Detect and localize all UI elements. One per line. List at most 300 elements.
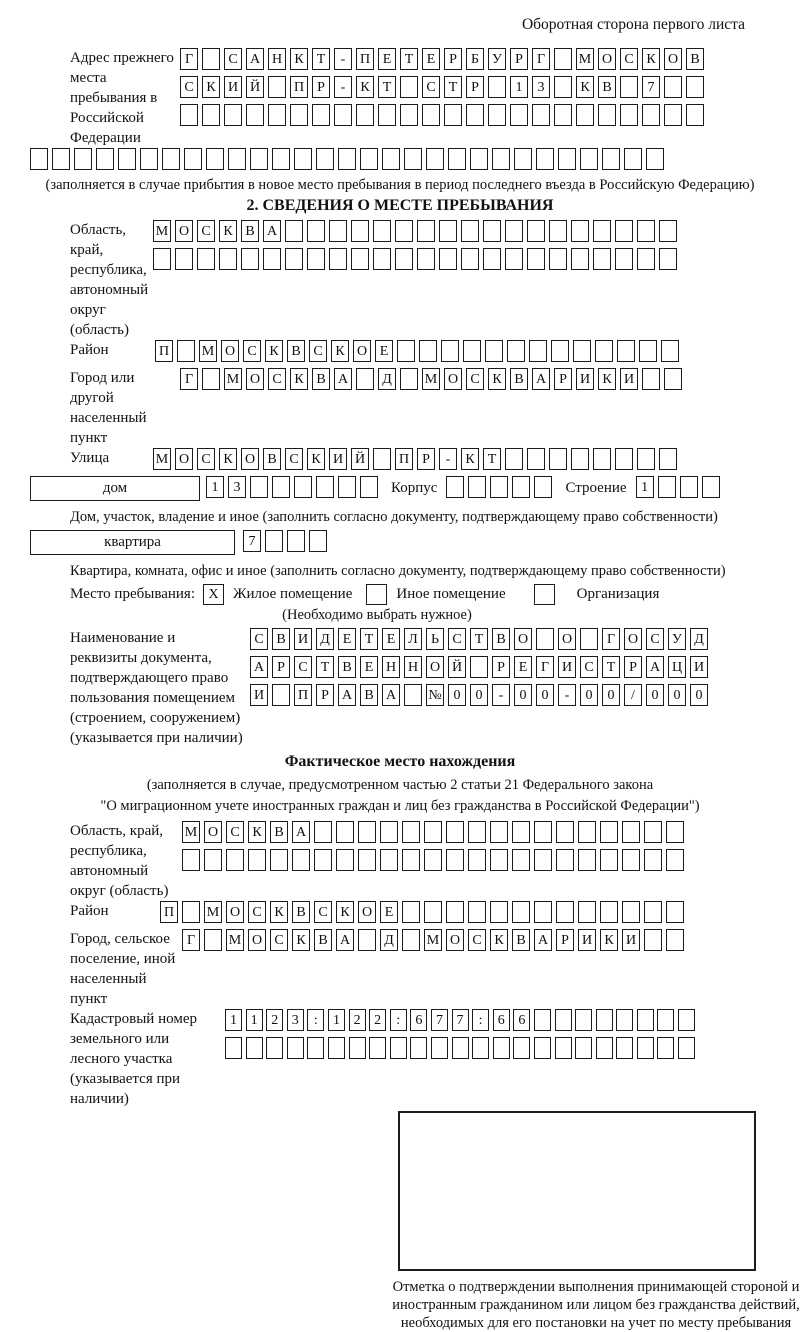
char-cell[interactable]: Р xyxy=(444,48,462,70)
char-cell[interactable]: В xyxy=(314,929,332,951)
char-cell[interactable]: 0 xyxy=(448,684,466,706)
char-cell[interactable] xyxy=(349,1037,366,1059)
char-cell[interactable]: К xyxy=(202,76,220,98)
char-cell[interactable]: 0 xyxy=(536,684,554,706)
char-cell[interactable]: Е xyxy=(422,48,440,70)
char-cell[interactable] xyxy=(290,104,308,126)
char-cell[interactable]: Р xyxy=(492,656,510,678)
char-cell[interactable]: М xyxy=(153,220,171,242)
char-cell[interactable] xyxy=(580,148,598,170)
char-cell[interactable]: С xyxy=(314,901,332,923)
char-cell[interactable]: : xyxy=(390,1009,407,1031)
char-cell[interactable] xyxy=(287,530,305,552)
char-cell[interactable] xyxy=(202,104,220,126)
char-cell[interactable]: Е xyxy=(378,48,396,70)
char-cell[interactable] xyxy=(554,48,572,70)
char-cell[interactable]: К xyxy=(219,220,237,242)
char-cell[interactable]: Е xyxy=(338,628,356,650)
char-cell[interactable] xyxy=(615,248,633,270)
char-cell[interactable] xyxy=(527,220,545,242)
char-cell[interactable] xyxy=(380,849,398,871)
char-cell[interactable]: В xyxy=(270,821,288,843)
char-cell[interactable] xyxy=(424,821,442,843)
char-cell[interactable]: В xyxy=(686,48,704,70)
char-cell[interactable]: М xyxy=(576,48,594,70)
char-cell[interactable] xyxy=(197,248,215,270)
char-cell[interactable]: О xyxy=(444,368,462,390)
char-cell[interactable] xyxy=(30,148,48,170)
char-cell[interactable]: 7 xyxy=(642,76,660,98)
char-cell[interactable] xyxy=(639,340,657,362)
char-cell[interactable]: И xyxy=(690,656,708,678)
char-cell[interactable] xyxy=(402,929,420,951)
char-cell[interactable]: 2 xyxy=(266,1009,283,1031)
char-cell[interactable]: 3 xyxy=(287,1009,304,1031)
char-cell[interactable] xyxy=(512,849,530,871)
char-cell[interactable] xyxy=(549,248,567,270)
char-cell[interactable] xyxy=(555,1037,572,1059)
char-cell[interactable] xyxy=(265,530,283,552)
char-cell[interactable]: К xyxy=(265,340,283,362)
char-cell[interactable] xyxy=(446,901,464,923)
char-cell[interactable] xyxy=(336,821,354,843)
checkbox-inoe[interactable] xyxy=(366,584,387,605)
char-cell[interactable]: С xyxy=(620,48,638,70)
char-cell[interactable]: А xyxy=(292,821,310,843)
char-cell[interactable] xyxy=(74,148,92,170)
char-cell[interactable] xyxy=(272,148,290,170)
char-cell[interactable]: 0 xyxy=(514,684,532,706)
char-cell[interactable]: : xyxy=(472,1009,489,1031)
char-cell[interactable]: Ь xyxy=(426,628,444,650)
char-cell[interactable] xyxy=(228,148,246,170)
char-cell[interactable]: Р xyxy=(466,76,484,98)
char-cell[interactable]: С xyxy=(309,340,327,362)
char-cell[interactable] xyxy=(527,248,545,270)
char-cell[interactable] xyxy=(153,248,171,270)
char-cell[interactable] xyxy=(336,849,354,871)
char-cell[interactable]: О xyxy=(221,340,239,362)
char-cell[interactable]: Е xyxy=(514,656,532,678)
char-cell[interactable]: О xyxy=(226,901,244,923)
char-cell[interactable] xyxy=(96,148,114,170)
char-cell[interactable] xyxy=(329,248,347,270)
char-cell[interactable]: Й xyxy=(448,656,466,678)
char-cell[interactable]: Т xyxy=(483,448,501,470)
char-cell[interactable] xyxy=(512,821,530,843)
char-cell[interactable] xyxy=(512,476,530,498)
char-cell[interactable]: Й xyxy=(246,76,264,98)
char-cell[interactable] xyxy=(600,821,618,843)
char-cell[interactable]: 7 xyxy=(452,1009,469,1031)
char-cell[interactable]: П xyxy=(160,901,178,923)
char-cell[interactable]: С xyxy=(224,48,242,70)
char-cell[interactable]: А xyxy=(250,656,268,678)
char-cell[interactable] xyxy=(446,849,464,871)
char-cell[interactable]: 1 xyxy=(328,1009,345,1031)
char-cell[interactable] xyxy=(470,148,488,170)
char-cell[interactable]: И xyxy=(578,929,596,951)
char-cell[interactable] xyxy=(314,821,332,843)
char-cell[interactable]: В xyxy=(510,368,528,390)
char-cell[interactable] xyxy=(602,148,620,170)
char-cell[interactable] xyxy=(534,1009,551,1031)
char-cell[interactable] xyxy=(578,821,596,843)
char-cell[interactable]: А xyxy=(338,684,356,706)
char-cell[interactable] xyxy=(505,448,523,470)
char-cell[interactable] xyxy=(204,849,222,871)
char-cell[interactable] xyxy=(600,901,618,923)
char-cell[interactable]: С xyxy=(580,656,598,678)
char-cell[interactable] xyxy=(702,476,720,498)
char-cell[interactable]: К xyxy=(270,901,288,923)
char-cell[interactable] xyxy=(598,104,616,126)
char-cell[interactable]: А xyxy=(534,929,552,951)
char-cell[interactable]: К xyxy=(642,48,660,70)
char-cell[interactable]: Р xyxy=(624,656,642,678)
char-cell[interactable] xyxy=(658,476,676,498)
char-cell[interactable]: О xyxy=(204,821,222,843)
char-cell[interactable] xyxy=(666,929,684,951)
char-cell[interactable] xyxy=(573,340,591,362)
char-cell[interactable]: О xyxy=(446,929,464,951)
char-cell[interactable]: С xyxy=(226,821,244,843)
char-cell[interactable]: 2 xyxy=(349,1009,366,1031)
char-cell[interactable]: И xyxy=(224,76,242,98)
char-cell[interactable]: К xyxy=(290,368,308,390)
char-cell[interactable] xyxy=(527,448,545,470)
char-cell[interactable]: Р xyxy=(556,929,574,951)
char-cell[interactable] xyxy=(202,48,220,70)
char-cell[interactable] xyxy=(404,148,422,170)
char-cell[interactable]: В xyxy=(492,628,510,650)
char-cell[interactable] xyxy=(620,104,638,126)
char-cell[interactable]: Е xyxy=(380,901,398,923)
char-cell[interactable] xyxy=(316,476,334,498)
char-cell[interactable] xyxy=(390,1037,407,1059)
char-cell[interactable] xyxy=(596,1037,613,1059)
char-cell[interactable]: А xyxy=(334,368,352,390)
char-cell[interactable] xyxy=(400,104,418,126)
char-cell[interactable]: Т xyxy=(602,656,620,678)
char-cell[interactable]: 1 xyxy=(636,476,654,498)
char-cell[interactable]: С xyxy=(468,929,486,951)
char-cell[interactable] xyxy=(578,901,596,923)
char-cell[interactable]: М xyxy=(182,821,200,843)
char-cell[interactable] xyxy=(657,1009,674,1031)
char-cell[interactable]: К xyxy=(490,929,508,951)
char-cell[interactable]: Н xyxy=(268,48,286,70)
char-cell[interactable] xyxy=(493,1037,510,1059)
char-cell[interactable] xyxy=(246,104,264,126)
char-cell[interactable]: С xyxy=(294,656,312,678)
char-cell[interactable]: И xyxy=(558,656,576,678)
char-cell[interactable] xyxy=(622,901,640,923)
char-cell[interactable] xyxy=(468,849,486,871)
char-cell[interactable] xyxy=(431,1037,448,1059)
char-cell[interactable] xyxy=(452,1037,469,1059)
char-cell[interactable]: 1 xyxy=(225,1009,242,1031)
char-cell[interactable] xyxy=(534,1037,551,1059)
char-cell[interactable] xyxy=(356,104,374,126)
char-cell[interactable] xyxy=(410,1037,427,1059)
char-cell[interactable]: К xyxy=(600,929,618,951)
char-cell[interactable] xyxy=(593,448,611,470)
char-cell[interactable]: В xyxy=(512,929,530,951)
char-cell[interactable]: М xyxy=(153,448,171,470)
char-cell[interactable]: П xyxy=(356,48,374,70)
char-cell[interactable]: С xyxy=(197,448,215,470)
char-cell[interactable] xyxy=(226,849,244,871)
char-cell[interactable]: К xyxy=(356,76,374,98)
char-cell[interactable] xyxy=(595,340,613,362)
char-cell[interactable] xyxy=(446,821,464,843)
char-cell[interactable] xyxy=(241,248,259,270)
char-cell[interactable]: С xyxy=(180,76,198,98)
char-cell[interactable]: С xyxy=(466,368,484,390)
char-cell[interactable]: К xyxy=(292,929,310,951)
char-cell[interactable]: Б xyxy=(466,48,484,70)
char-cell[interactable] xyxy=(644,901,662,923)
char-cell[interactable] xyxy=(219,248,237,270)
char-cell[interactable]: 7 xyxy=(431,1009,448,1031)
char-cell[interactable]: 3 xyxy=(532,76,550,98)
char-cell[interactable]: 1 xyxy=(206,476,224,498)
char-cell[interactable] xyxy=(285,248,303,270)
char-cell[interactable] xyxy=(307,248,325,270)
char-cell[interactable] xyxy=(600,849,618,871)
char-cell[interactable] xyxy=(397,340,415,362)
char-cell[interactable] xyxy=(360,148,378,170)
char-cell[interactable] xyxy=(551,340,569,362)
char-cell[interactable] xyxy=(463,340,481,362)
char-cell[interactable]: Ц xyxy=(668,656,686,678)
char-cell[interactable] xyxy=(472,1037,489,1059)
checkbox-zhiloe[interactable]: X xyxy=(203,584,224,605)
char-cell[interactable] xyxy=(162,148,180,170)
char-cell[interactable]: К xyxy=(290,48,308,70)
char-cell[interactable]: И xyxy=(329,448,347,470)
char-cell[interactable]: Т xyxy=(360,628,378,650)
char-cell[interactable]: В xyxy=(241,220,259,242)
char-cell[interactable]: А xyxy=(246,48,264,70)
char-cell[interactable]: 6 xyxy=(513,1009,530,1031)
char-cell[interactable] xyxy=(637,448,655,470)
char-cell[interactable] xyxy=(400,76,418,98)
char-cell[interactable] xyxy=(468,476,486,498)
char-cell[interactable] xyxy=(287,1037,304,1059)
char-cell[interactable] xyxy=(404,684,422,706)
char-cell[interactable]: 3 xyxy=(228,476,246,498)
char-cell[interactable]: В xyxy=(338,656,356,678)
char-cell[interactable] xyxy=(644,929,662,951)
char-cell[interactable]: К xyxy=(248,821,266,843)
char-cell[interactable] xyxy=(532,104,550,126)
char-cell[interactable] xyxy=(536,148,554,170)
char-cell[interactable] xyxy=(272,684,290,706)
char-cell[interactable] xyxy=(556,901,574,923)
char-cell[interactable] xyxy=(637,248,655,270)
char-cell[interactable]: С xyxy=(448,628,466,650)
char-cell[interactable]: Т xyxy=(378,76,396,98)
char-cell[interactable] xyxy=(250,148,268,170)
char-cell[interactable] xyxy=(294,476,312,498)
char-cell[interactable]: В xyxy=(598,76,616,98)
char-cell[interactable]: Й xyxy=(351,448,369,470)
char-cell[interactable]: А xyxy=(532,368,550,390)
char-cell[interactable] xyxy=(510,104,528,126)
char-cell[interactable] xyxy=(622,849,640,871)
char-cell[interactable]: Р xyxy=(510,48,528,70)
char-cell[interactable]: 0 xyxy=(602,684,620,706)
char-cell[interactable]: Д xyxy=(378,368,396,390)
char-cell[interactable] xyxy=(351,220,369,242)
char-cell[interactable]: М xyxy=(424,929,442,951)
char-cell[interactable] xyxy=(554,104,572,126)
char-cell[interactable] xyxy=(338,476,356,498)
char-cell[interactable] xyxy=(514,148,532,170)
char-cell[interactable] xyxy=(224,104,242,126)
char-cell[interactable]: У xyxy=(668,628,686,650)
char-cell[interactable] xyxy=(309,530,327,552)
char-cell[interactable] xyxy=(468,901,486,923)
char-cell[interactable] xyxy=(554,76,572,98)
char-cell[interactable] xyxy=(575,1009,592,1031)
char-cell[interactable]: М xyxy=(204,901,222,923)
char-cell[interactable] xyxy=(483,220,501,242)
char-cell[interactable] xyxy=(664,76,682,98)
char-cell[interactable]: А xyxy=(646,656,664,678)
char-cell[interactable] xyxy=(180,104,198,126)
char-cell[interactable] xyxy=(334,104,352,126)
char-cell[interactable]: П xyxy=(155,340,173,362)
char-cell[interactable]: Т xyxy=(400,48,418,70)
char-cell[interactable] xyxy=(441,340,459,362)
char-cell[interactable] xyxy=(358,929,376,951)
char-cell[interactable] xyxy=(664,104,682,126)
char-cell[interactable]: О xyxy=(514,628,532,650)
char-cell[interactable] xyxy=(182,849,200,871)
char-cell[interactable] xyxy=(686,104,704,126)
char-cell[interactable]: / xyxy=(624,684,642,706)
char-cell[interactable] xyxy=(424,901,442,923)
char-cell[interactable] xyxy=(206,148,224,170)
char-cell[interactable] xyxy=(380,821,398,843)
char-cell[interactable] xyxy=(678,1009,695,1031)
char-cell[interactable] xyxy=(644,821,662,843)
char-cell[interactable] xyxy=(461,248,479,270)
char-cell[interactable]: А xyxy=(382,684,400,706)
char-cell[interactable]: Р xyxy=(312,76,330,98)
char-cell[interactable]: О xyxy=(353,340,371,362)
char-cell[interactable] xyxy=(358,821,376,843)
char-cell[interactable] xyxy=(666,901,684,923)
char-cell[interactable]: О xyxy=(598,48,616,70)
char-cell[interactable] xyxy=(616,1037,633,1059)
char-cell[interactable] xyxy=(292,849,310,871)
char-cell[interactable]: В xyxy=(360,684,378,706)
char-cell[interactable]: А xyxy=(336,929,354,951)
char-cell[interactable] xyxy=(620,76,638,98)
char-cell[interactable]: О xyxy=(624,628,642,650)
char-cell[interactable] xyxy=(312,104,330,126)
char-cell[interactable]: Т xyxy=(312,48,330,70)
char-cell[interactable] xyxy=(356,368,374,390)
char-cell[interactable] xyxy=(369,1037,386,1059)
char-cell[interactable]: У xyxy=(488,48,506,70)
char-cell[interactable] xyxy=(659,448,677,470)
char-cell[interactable]: О xyxy=(246,368,264,390)
char-cell[interactable] xyxy=(492,148,510,170)
char-cell[interactable] xyxy=(534,821,552,843)
char-cell[interactable] xyxy=(549,448,567,470)
char-cell[interactable] xyxy=(596,1009,613,1031)
char-cell[interactable] xyxy=(373,448,391,470)
char-cell[interactable] xyxy=(422,104,440,126)
char-cell[interactable] xyxy=(575,1037,592,1059)
char-cell[interactable] xyxy=(270,849,288,871)
char-cell[interactable] xyxy=(642,368,660,390)
char-cell[interactable] xyxy=(461,220,479,242)
char-cell[interactable] xyxy=(250,476,268,498)
char-cell[interactable] xyxy=(488,76,506,98)
char-cell[interactable]: К xyxy=(461,448,479,470)
char-cell[interactable] xyxy=(556,821,574,843)
char-cell[interactable] xyxy=(446,476,464,498)
dom-box[interactable]: дом xyxy=(30,476,200,501)
char-cell[interactable] xyxy=(314,849,332,871)
char-cell[interactable]: О xyxy=(558,628,576,650)
char-cell[interactable]: К xyxy=(488,368,506,390)
char-cell[interactable]: 0 xyxy=(690,684,708,706)
char-cell[interactable] xyxy=(617,340,635,362)
char-cell[interactable] xyxy=(534,901,552,923)
char-cell[interactable]: К xyxy=(331,340,349,362)
char-cell[interactable] xyxy=(395,248,413,270)
char-cell[interactable]: Г xyxy=(532,48,550,70)
char-cell[interactable]: П xyxy=(294,684,312,706)
char-cell[interactable]: Р xyxy=(316,684,334,706)
char-cell[interactable]: 0 xyxy=(580,684,598,706)
char-cell[interactable]: И xyxy=(294,628,312,650)
char-cell[interactable] xyxy=(646,148,664,170)
char-cell[interactable] xyxy=(555,1009,572,1031)
char-cell[interactable]: А xyxy=(263,220,281,242)
char-cell[interactable]: Г xyxy=(536,656,554,678)
char-cell[interactable]: С xyxy=(285,448,303,470)
char-cell[interactable]: Г xyxy=(182,929,200,951)
char-cell[interactable]: С xyxy=(248,901,266,923)
char-cell[interactable]: В xyxy=(263,448,281,470)
char-cell[interactable] xyxy=(402,901,420,923)
char-cell[interactable]: И xyxy=(576,368,594,390)
char-cell[interactable] xyxy=(505,220,523,242)
char-cell[interactable] xyxy=(490,849,508,871)
char-cell[interactable] xyxy=(439,220,457,242)
char-cell[interactable]: П xyxy=(290,76,308,98)
char-cell[interactable]: О xyxy=(175,448,193,470)
char-cell[interactable] xyxy=(593,220,611,242)
char-cell[interactable]: Д xyxy=(380,929,398,951)
char-cell[interactable]: Т xyxy=(444,76,462,98)
char-cell[interactable]: Р xyxy=(272,656,290,678)
char-cell[interactable] xyxy=(505,248,523,270)
char-cell[interactable] xyxy=(351,248,369,270)
char-cell[interactable] xyxy=(268,104,286,126)
char-cell[interactable]: - xyxy=(334,76,352,98)
char-cell[interactable]: - xyxy=(439,448,457,470)
char-cell[interactable]: Л xyxy=(404,628,422,650)
